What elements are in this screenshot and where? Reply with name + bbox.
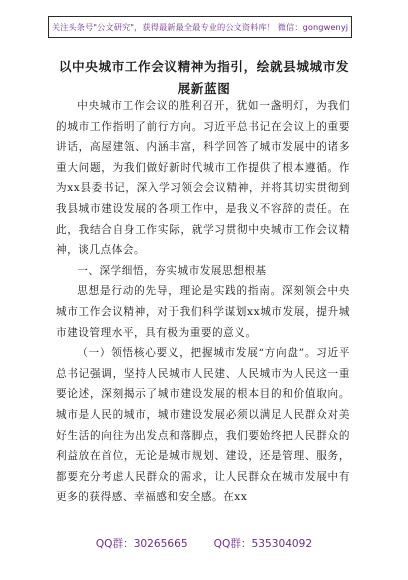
document-body — [56, 96, 350, 508]
section-paragraph: 思想是行动的先导，理论是实践的指南。深刻领会中央城市工作会议精神，对于我们科学谋划xx城市发展，提升城市建设管理水平，具有极为重要的意义。 — [56, 285, 350, 339]
header-notice-text: 关注头条号"公文研究"，获得最新最全最专业的公文资料库！ 微信：gongwenyj — [51, 21, 349, 32]
footer-qq-group-2: QQ群：535304092 — [213, 538, 313, 550]
document-title: 以中央城市工作会议精神为指引，绘就县城城市发展新蓝图 — [58, 59, 350, 96]
subsection-paragraph: （一）领悟核心要义，把握城市发展“方向盘”。习近平总书记强调，坚持人民城市人民建、人民城市为人民这一重要论述，深刻揭示了城市建设发展的根本目的和价值取向。城市是人民的城市，城市建设发展必须以满足人民群众对美好生活的向往为出发点和落脚点，我们要始终把人民群众的利益放在首位，无论是城市规划、建设，还是管理、服务，都要充分考虑人民群众的需求，让人民群众在城市发展中有更多的获得感、幸福感和安全感。在xx — [56, 347, 350, 504]
section-heading: 一、深学细悟，夯实城市发展思想根基 — [77, 264, 267, 277]
footer — [0, 536, 408, 551]
footer-qq-group-1: QQ群：30265665 — [95, 538, 188, 550]
intro-paragraph: 中央城市工作会议的胜利召开，犹如一盏明灯，为我们的城市工作指明了前行方向。习近平总书记在会议上的重要讲话，高屋建瓴、内涵丰富，科学回答了城市发展中的诸多重大问题，为我们做好新时代城市工作提供了根本遵循。作为xx县委书记，深入学习领会会议精神，并将其切实贯彻到我县城市建设发展的各项工作中，是我义不容辞的责任。在此，我结合自身工作实际，就学习贯彻中央城市工作会议精神，谈几点体会。 — [56, 100, 350, 257]
header-notice-box — [48, 16, 352, 38]
